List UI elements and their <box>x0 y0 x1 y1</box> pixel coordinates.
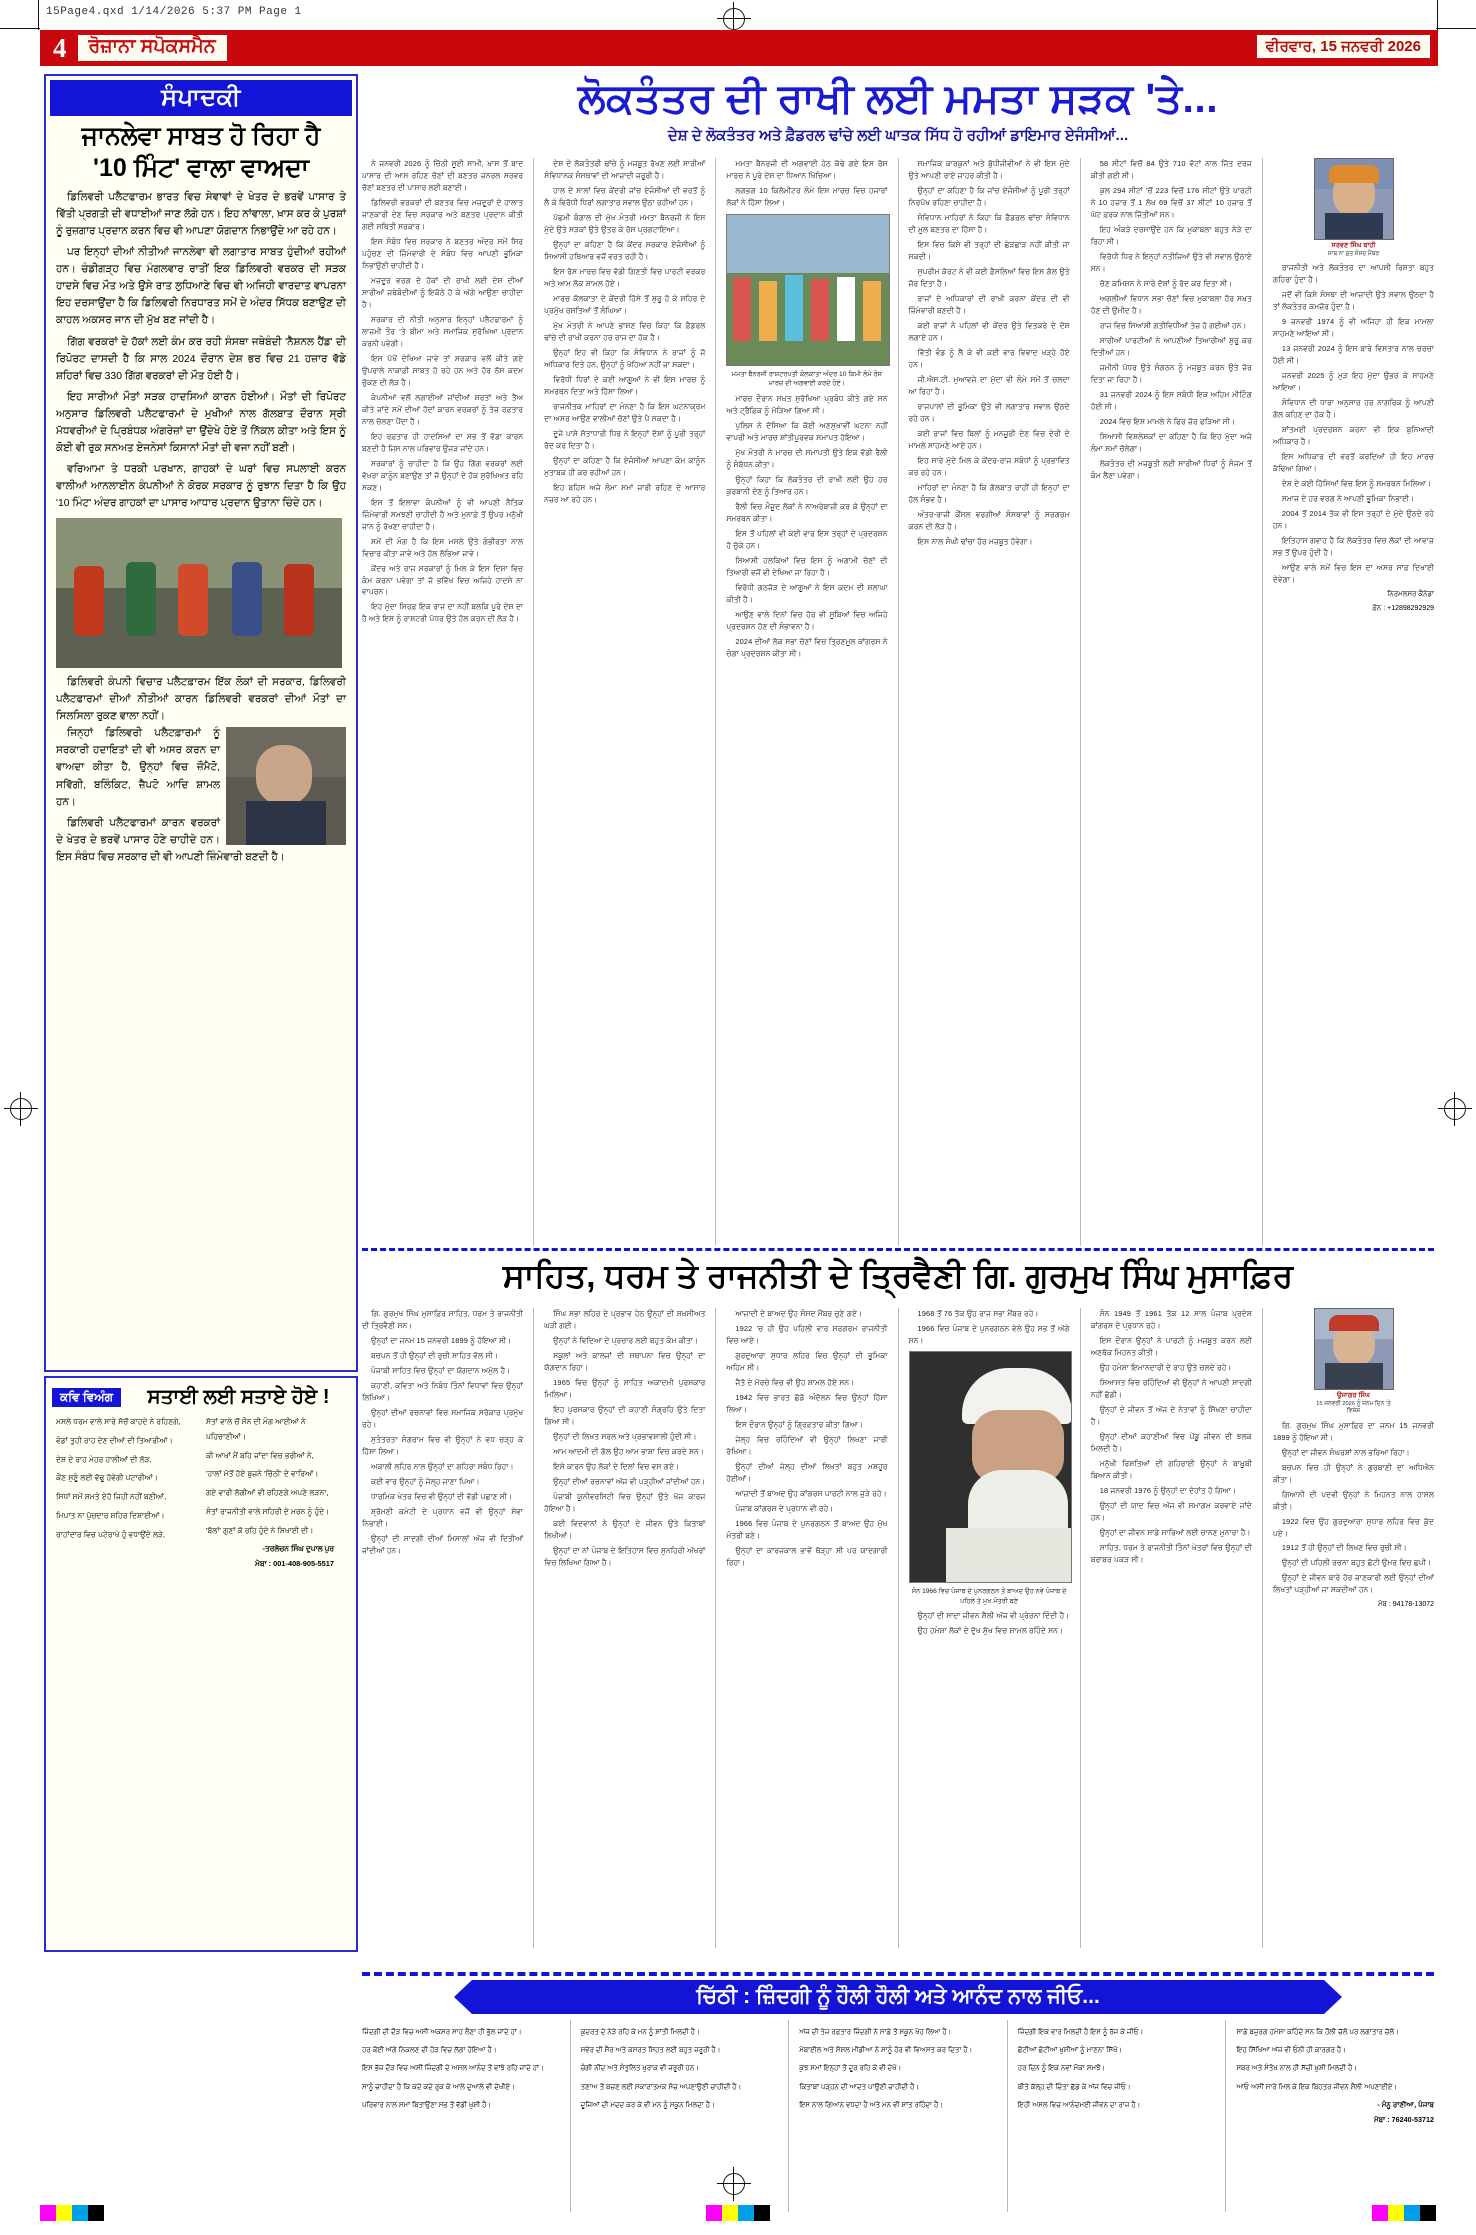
editorial-para-4: ਇਹ ਸਾਰੀਆਂ ਮੌਤਾਂ ਸੜਕ ਹਾਦਸਿਆਂ ਕਾਰਨ ਹੋਈਆਂ। ਮੌਤਾਂ ਦੀ ਰਿਪੋਰਟ ਅਨੁਸਾਰ ਡਿਲਿਵਰੀ ਪਲੈਟਫਾਰਮਾਂ ਦੇ ਮੁਖੀਆਂ ਨਾਲ ਗੱਲਬਾਤ ਦੌਰਾਨ ਸ੍ਰੀ ਮੱਧਵਰੀਆਂ ਦੇ ਪ੍ਰਿਬੰਧਕ ਅੰਗਰੇਜ਼ਾਂ ਦਾ ਉਂਦੇਖੇ ਹੋਏ ਤੋਂ ਨਿੱਕਲ ਕੀਤਾ ਅਤੇ ਇਸ ਨੂੰ ਕੋਈ ਵੀ ਰੁਕ ਸਨਅਤ ਏਜਨੇਸਾਂ ਕਿਸਾਨਾਂ ਮੌਤਾਂ ਦੀ ਵਜਾ ਨਹੀਂ ਬਣੀ। <box>56 391 346 454</box>
contact-phone-musafir: ਮੋਬ : 94178-13072 <box>1377 1601 1435 1609</box>
crop-mark-top-left-v <box>38 0 39 30</box>
poem-line: ਵੰਡਾਂ ਤੁਹੀ ਰਾਹ ਦੇਣ ਦੀਆਂ ਦੀ ਤਿਆਰੀਆਂ। <box>56 1435 173 1445</box>
newspaper-page <box>40 30 1438 2170</box>
main-article-header <box>362 76 1434 146</box>
crop-mark-top-right <box>1436 28 1476 29</box>
author-block-musafir <box>1314 1308 1392 1416</box>
article-column-1: ਨੇ ਜਨਵਰੀ 2026 ਨੂੰ ਚਿੱਠੀ ਸੂਈ ਸਾਮੀ, ਖ਼ਾਸ ਤੋਂ ਬਾਦ ਪਾਸਾਰ ਦੀ ਆਸ ਰਹਿਣ ਚੋਣਾਂ ਦੀ ਬਣਤਰ ਜ਼ਨਰਲ ਸਰਵਰ ਚੋਣਾਂ ਬਣਤਰ ਦੀ ਪਾਸਾਰ ਲਈ ਬਣਾਈ। ਡਿਲਿਵਰੀ ਵਰਕਰਾਂ ਦੀ ਬਣਤਰ ਵਿਚ ਮਜ਼ਦੂਰਾਂ ਦੇ ਹਾਲਾਤ ਜਾਣਕਾਰੀ ਦੇਣ ਵਿਚ ਸਰਕਾਰ ਅਤੇ ਬਣਤਰ ਪ੍ਰਦਾਨ ਕੀਤੀ ਗਈ ਸਥਿਤੀ ਸਰਕਾਰ। ਇਸ ਸੰਬੰਧ ਵਿਚ ਸਰਕਾਰ ਨੇ ਬਣਤਰ ਅੰਦਰ ਸਮੇਂ ਸਿਰ ਪਹੁੰਚਣ ਦੀ ਜ਼ਿੰਮੇਵਾਰੀ ਦੇ ਸੰਬੰਧ ਵਿਚ ਆਪਣੀ ਭੂਮਿਕਾ ਨਿਭਾਉਣੀ ਚਾਹੀਦੀ ਹੈ। ਮਜ਼ਦੂਰ ਵਰਗ ਦੇ ਹੱਕਾਂ ਦੀ ਰਾਖੀ ਲਈ ਦੇਸ਼ ਦੀਆਂ ਸਾਰੀਆਂ ਜਥੇਬੰਦੀਆਂ ਨੂੰ ਇਕੱਠੇ ਹੋ ਕੇ ਅੱਗੇ ਆਉਣਾ ਚਾਹੀਦਾ ਹੈ। ਸਰਕਾਰ ਦੀ ਨੀਤੀ ਅਨੁਸਾਰ ਇਨ੍ਹਾਂ ਪਲੈਟਫਾਰਮਾਂ ਨੂੰ ਲਾਜ਼ਮੀ ਤੌਰ 'ਤੇ ਬੀਮਾ ਅਤੇ ਸਮਾਜਿਕ ਸੁਰੱਖਿਆ ਪ੍ਰਦਾਨ ਕਰਨੀ ਪਵੇਗੀ। ਇਸ ਪੱਖੋਂ ਦੇਖਿਆ ਜਾਵੇ ਤਾਂ ਸਰਕਾਰ ਵਲੋਂ ਕੀਤੇ ਗਏ ਉਪਰਾਲੇ ਨਾਕਾਫ਼ੀ ਸਾਬਤ ਹੋ ਰਹੇ ਹਨ ਅਤੇ ਹੋਰ ਠੋਸ ਕਦਮ ਚੁੱਕਣ ਦੀ ਲੋੜ ਹੈ। ਕੰਪਨੀਆਂ ਵਲੋਂ ਲਗਾਈਆਂ ਜਾਂਦੀਆਂ ਸ਼ਰਤਾਂ ਅਤੇ ਤੈਅ ਕੀਤੇ ਜਾਂਦੇ ਸਮੇਂ ਦੀਆਂ ਹੱਦਾਂ ਕਾਰਨ ਵਰਕਰਾਂ ਨੂੰ ਤੇਜ਼ ਰਫ਼ਤਾਰ ਨਾਲ ਚੱਲਣਾ ਪੈਂਦਾ ਹੈ। ਇਹ ਰਫ਼ਤਾਰ ਹੀ ਹਾਦਸਿਆਂ ਦਾ ਸਭ ਤੋਂ ਵੱਡਾ ਕਾਰਨ ਬਣਦੀ ਹੈ ਜਿਸ ਨਾਲ ਪਰਿਵਾਰ ਉਜੜ ਜਾਂਦੇ ਹਨ। ਸਰਕਾਰਾਂ ਨੂੰ ਚਾਹੀਦਾ ਹੈ ਕਿ ਉਹ ਗਿੱਗ ਵਰਕਰਾਂ ਲਈ ਵੱਖਰਾ ਕਾਨੂੰਨ ਬਣਾਉਣ ਤਾਂ ਜੋ ਉਨ੍ਹਾਂ ਦੇ ਹੱਕ ਸੁਰੱਖਿਅਤ ਰਹਿ ਸਕਣ। ਇਸ ਤੋਂ ਇਲਾਵਾ ਕੰਪਨੀਆਂ ਨੂੰ ਵੀ ਆਪਣੀ ਨੈਤਿਕ ਜ਼ਿੰਮੇਵਾਰੀ ਸਮਝਣੀ ਚਾਹੀਦੀ ਹੈ ਅਤੇ ਮੁਨਾਫ਼ੇ ਤੋਂ ਉਪਰ ਮਨੁੱਖੀ ਜਾਨ ਨੂੰ ਰੱਖਣਾ ਚਾਹੀਦਾ ਹੈ। ਸਮੇਂ ਦੀ ਮੰਗ ਹੈ ਕਿ ਇਸ ਮਸਲੇ ਉਤੇ ਗੰਭੀਰਤਾ ਨਾਲ ਵਿਚਾਰ ਕੀਤਾ ਜਾਵੇ ਅਤੇ ਹੱਲ ਲੱਭਿਆ ਜਾਵੇ। ਕੇਂਦਰ ਅਤੇ ਰਾਜ ਸਰਕਾਰਾਂ ਨੂੰ ਮਿਲ ਕੇ ਇਸ ਦਿਸ਼ਾ ਵਿਚ ਕੰਮ ਕਰਨਾ ਪਵੇਗਾ ਤਾਂ ਜੋ ਭਵਿੱਖ ਵਿਚ ਅਜਿਹੇ ਹਾਦਸੇ ਨਾ ਵਾਪਰਨ। ਇਹ ਮੁੱਦਾ ਸਿਰਫ਼ ਇਕ ਰਾਜ ਦਾ ਨਹੀਂ ਬਲਕਿ ਪੂਰੇ ਦੇਸ਼ ਦਾ ਹੈ ਅਤੇ ਇਸ ਨੂੰ ਰਾਸ਼ਟਰੀ ਪੱਧਰ ਉਤੇ ਹੱਲ ਕਰਨ ਦੀ ਲੋੜ ਹੈ। <box>362 159 524 624</box>
registration-mark-left <box>4 1092 38 1126</box>
poem-column-right <box>206 1415 346 1569</box>
article-column-3: ਮਮਤਾ ਬੈਨਰਜੀ ਦੀ ਅਗਵਾਈ ਹੇਠ ਕੱਢੇ ਗਏ ਇਸ ਰੋਸ ਮਾਰਚ ਨੇ ਪੂਰੇ ਦੇਸ਼ ਦਾ ਧਿਆਨ ਖਿੱਚਿਆ। ਲਗਭਗ 10 ਕਿਲੋਮੀਟਰ ਲੰਮੇ ਇਸ ਮਾਰਚ ਵਿਚ ਹਜ਼ਾਰਾਂ ਲੋਕਾਂ ਨੇ ਹਿੱਸਾ ਲਿਆ। ਮਮਤਾ ਬੈਨਰਜੀ ਰਾਸ਼ਟਰਪਤੀ ਕੋਲਕਾਤਾ ਅੰਦਰ 10 ਕਿਮੀ ਲੰਮੇ ਰੋਸ ਮਾਰਚ ਦੀ ਅਗਵਾਈ ਕਰਦੇ ਹੋਏ। ਮਾਰਚ ਦੌਰਾਨ ਸਖ਼ਤ ਸੁਰੱਖਿਆ ਪ੍ਰਬੰਧ ਕੀਤੇ ਗਏ ਸਨ ਅਤੇ ਟ੍ਰੈਫ਼ਿਕ ਨੂੰ ਮੋੜਿਆ ਗਿਆ ਸੀ। ਪੁਲਿਸ ਨੇ ਦੱਸਿਆ ਕਿ ਕੋਈ ਅਣਸੁਖਾਵੀਂ ਘਟਨਾ ਨਹੀਂ ਵਾਪਰੀ ਅਤੇ ਮਾਰਚ ਸ਼ਾਂਤੀਪੂਰਵਕ ਸਮਾਪਤ ਹੋਇਆ। ਮੁੱਖ ਮੰਤਰੀ ਨੇ ਮਾਰਚ ਦੀ ਸਮਾਪਤੀ ਉਤੇ ਇਕ ਵੱਡੀ ਰੈਲੀ ਨੂੰ ਸੰਬੋਧਨ ਕੀਤਾ। ਉਨ੍ਹਾਂ ਕਿਹਾ ਕਿ ਲੋਕਤੰਤਰ ਦੀ ਰਾਖੀ ਲਈ ਉਹ ਹਰ ਕੁਰਬਾਨੀ ਦੇਣ ਨੂੰ ਤਿਆਰ ਹਨ। ਰੈਲੀ ਵਿਚ ਮੌਜੂਦ ਲੋਕਾਂ ਨੇ ਨਾਅਰੇਬਾਜ਼ੀ ਕਰ ਕੇ ਉਨ੍ਹਾਂ ਦਾ ਸਮਰਥਨ ਕੀਤਾ। ਇਸ ਤੋਂ ਪਹਿਲਾਂ ਵੀ ਕਈ ਵਾਰ ਇਸ ਤਰ੍ਹਾਂ ਦੇ ਪ੍ਰਦਰਸ਼ਨ ਹੋ ਚੁੱਕੇ ਹਨ। ਸਿਆਸੀ ਹਲਕਿਆਂ ਵਿਚ ਇਸ ਨੂੰ ਅਗਾਮੀ ਚੋਣਾਂ ਦੀ ਤਿਆਰੀ ਵਜੋਂ ਵੀ ਦੇਖਿਆ ਜਾ ਰਿਹਾ ਹੈ। ਵਿਰੋਧੀ ਗਠਜੋੜ ਦੇ ਆਗੂਆਂ ਨੇ ਇਸ ਕਦਮ ਦੀ ਸ਼ਲਾਘਾ ਕੀਤੀ ਹੈ। ਆਉਣ ਵਾਲੇ ਦਿਨਾਂ ਵਿਚ ਹੋਰ ਵੀ ਸੂਬਿਆਂ ਵਿਚ ਅਜਿਹੇ ਪ੍ਰਦਰਸ਼ਨ ਹੋਣ ਦੀ ਸੰਭਾਵਨਾ ਹੈ। 2024 ਦੀਆਂ ਲੋਕ ਸਭਾ ਚੋਣਾਂ ਵਿਚ ਤ੍ਰਿਣਮੂਲ ਕਾਂਗਰਸ ਨੇ ਚੰਗਾ ਪ੍ਰਦਰਸ਼ਨ ਕੀਤਾ ਸੀ। <box>726 158 887 1246</box>
poem-phone: ਮੋਬਾ : 001-408-905-5517 <box>255 1558 334 1568</box>
page-number: 4 <box>53 32 67 63</box>
letters-banner <box>472 1980 1324 2014</box>
author-date-musafir: 15 ਜਨਵਰੀ 2026 ਨੂੰ ਜਨਮ ਦਿਨ 'ਤੇ ਵਿਸ਼ੇਸ਼ <box>1316 1400 1391 1415</box>
main-headline: ਲੋਕਤੰਤਰ ਦੀ ਰਾਖੀ ਲਈ ਮਮਤਾ ਸੜਕ 'ਤੇ... <box>577 75 1219 121</box>
musafir-column-5: ਸੰਨ 1949 ਤੋਂ 1961 ਤੱਕ 12 ਸਾਲ ਪੰਜਾਬ ਪ੍ਰਦੇਸ਼ ਕਾਂਗਰਸ ਦੇ ਪ੍ਰਧਾਨ ਰਹੇ। ਇਸ ਦੌਰਾਨ ਉਨ੍ਹਾਂ ਨੇ ਪਾਰਟੀ ਨੂੰ ਮਜ਼ਬੂਤ ਕਰਨ ਲਈ ਅਣਥੱਕ ਮਿਹਨਤ ਕੀਤੀ। ਉਹ ਹਮੇਸ਼ਾ ਇਮਾਨਦਾਰੀ ਦੇ ਰਾਹ ਉਤੇ ਚਲਦੇ ਰਹੇ। ਸਿਆਸਤ ਵਿਚ ਰਹਿੰਦਿਆਂ ਵੀ ਉਨ੍ਹਾਂ ਨੇ ਆਪਣੀ ਸਾਦਗੀ ਨਹੀਂ ਛੱਡੀ। ਉਨ੍ਹਾਂ ਦੇ ਜੀਵਨ ਤੋਂ ਅੱਜ ਦੇ ਨੇਤਾਵਾਂ ਨੂੰ ਸਿੱਖਣਾ ਚਾਹੀਦਾ ਹੈ। ਉਨ੍ਹਾਂ ਦੀਆਂ ਕਹਾਣੀਆਂ ਵਿਚ ਪੇਂਡੂ ਜੀਵਨ ਦੀ ਝਲਕ ਮਿਲਦੀ ਹੈ। ਮਨੁੱਖੀ ਰਿਸ਼ਤਿਆਂ ਦੀ ਗਹਿਰਾਈ ਉਨ੍ਹਾਂ ਨੇ ਬਾਖ਼ੂਬੀ ਬਿਆਨ ਕੀਤੀ। 18 ਜਨਵਰੀ 1976 ਨੂੰ ਉਨ੍ਹਾਂ ਦਾ ਦੇਹਾਂਤ ਹੋ ਗਿਆ। ਉਨ੍ਹਾਂ ਦੀ ਯਾਦ ਵਿਚ ਅੱਜ ਵੀ ਸਮਾਗਮ ਕਰਵਾਏ ਜਾਂਦੇ ਹਨ। ਉਨ੍ਹਾਂ ਦਾ ਜੀਵਨ ਸਾਡੇ ਸਾਰਿਆਂ ਲਈ ਚਾਨਣ ਮੁਨਾਰਾ ਹੈ। ਸਾਹਿਤ, ਧਰਮ ਤੇ ਰਾਜਨੀਤੀ ਤਿੰਨਾਂ ਖੇਤਰਾਂ ਵਿਚ ਉਨ੍ਹਾਂ ਦੀ ਬਰਾਬਰ ਪਕੜ ਸੀ। <box>1090 1309 1252 1564</box>
musafir-column-1: ਗਿ. ਗੁਰਮੁਖ ਸਿੰਘ ਮੁਸਾਫ਼ਿਰ ਸਾਹਿਤ, ਧਰਮ ਤੇ ਰਾਜਨੀਤੀ ਦੀ ਤ੍ਰਿਵੈਣੀ ਸਨ। ਉਨ੍ਹਾਂ ਦਾ ਜਨਮ 15 ਜਨਵਰੀ 1899 ਨੂੰ ਹੋਇਆ ਸੀ। ਬਚਪਨ ਤੋਂ ਹੀ ਉਨ੍ਹਾਂ ਦੀ ਰੁਚੀ ਸਾਹਿਤ ਵੱਲ ਸੀ। ਪੰਜਾਬੀ ਸਾਹਿਤ ਵਿਚ ਉਨ੍ਹਾਂ ਦਾ ਯੋਗਦਾਨ ਅਮੁੱਲ ਹੈ। ਕਹਾਣੀ, ਕਵਿਤਾ ਅਤੇ ਨਿਬੰਧ ਤਿੰਨਾਂ ਵਿਧਾਵਾਂ ਵਿਚ ਉਨ੍ਹਾਂ ਲਿਖਿਆ। ਉਨ੍ਹਾਂ ਦੀਆਂ ਰਚਨਾਵਾਂ ਵਿਚ ਸਮਾਜਿਕ ਸਰੋਕਾਰ ਪ੍ਰਮੁੱਖ ਰਹੇ। ਸੁਤੰਤਰਤਾ ਸੰਗਰਾਮ ਵਿਚ ਵੀ ਉਨ੍ਹਾਂ ਨੇ ਵਧ ਚੜ੍ਹ ਕੇ ਹਿੱਸਾ ਲਿਆ। ਅਕਾਲੀ ਲਹਿਰ ਨਾਲ ਉਨ੍ਹਾਂ ਦਾ ਗਹਿਰਾ ਸਬੰਧ ਰਿਹਾ। ਕਈ ਵਾਰ ਉਨ੍ਹਾਂ ਨੂੰ ਜੇਲ੍ਹ ਜਾਣਾ ਪਿਆ। ਧਾਰਮਿਕ ਖੇਤਰ ਵਿਚ ਵੀ ਉਨ੍ਹਾਂ ਦੀ ਵੱਡੀ ਪਛਾਣ ਸੀ। ਸ਼੍ਰੋਮਣੀ ਕਮੇਟੀ ਦੇ ਪ੍ਰਧਾਨ ਵਜੋਂ ਵੀ ਉਨ੍ਹਾਂ ਸੇਵਾ ਨਿਭਾਈ। ਉਨ੍ਹਾਂ ਦੀ ਸਾਦਗੀ ਦੀਆਂ ਮਿਸਾਲਾਂ ਅੱਜ ਵੀ ਦਿਤੀਆਂ ਜਾਂਦੀਆਂ ਹਨ। <box>362 1309 524 1555</box>
poem-line: ਸੰਤਾਂ ਰਾਜਨੀਤੀ ਵਾਲੇ ਸਹਿਰੀ ਦੇ ਮਰਨ ਨੂੰ ਹੁੰਦੇ। <box>206 1506 330 1516</box>
editorial-headline-line1: ਜਾਨਲੇਵਾ ਸਾਬਤ ਹੋ ਰਿਹਾ ਹੈ <box>81 122 321 150</box>
article-column-5: 58 ਸੀਟਾਂ ਵਿਚੋਂ 84 ਉਤੇ 710 ਵੋਟਾਂ ਨਾਲ ਜਿੱਤ ਦਰਜ ਕੀਤੀ ਗਈ ਸੀ। ਕੁਲ 294 ਸੀਟਾਂ 'ਚੋਂ 223 ਵਿਚੋਂ 176 ਸੀਟਾਂ ਉਤੇ ਪਾਰਟੀ ਨੇ 10 ਹਜ਼ਾਰ ਤੋਂ 1 ਲੱਖ 69 ਵਿਚੋਂ 37 ਸੀਟਾਂ 10 ਹਜ਼ਾਰ ਤੋਂ ਘੱਟ ਫ਼ਰਕ ਨਾਲ ਜਿੱਤੀਆਂ ਸਨ। ਇਹ ਅੰਕੜੇ ਦਰਸਾਉਂਦੇ ਹਨ ਕਿ ਮੁਕਾਬਲਾ ਬਹੁਤ ਨੇੜੇ ਦਾ ਰਿਹਾ ਸੀ। ਵਿਰੋਧੀ ਧਿਰ ਨੇ ਇਨ੍ਹਾਂ ਨਤੀਜਿਆਂ ਉਤੇ ਵੀ ਸਵਾਲ ਉਠਾਏ ਸਨ। ਚੋਣ ਕਮਿਸ਼ਨ ਨੇ ਸਾਰੇ ਦੋਸ਼ਾਂ ਨੂੰ ਰੱਦ ਕਰ ਦਿਤਾ ਸੀ। ਅਗਲੀਆਂ ਵਿਧਾਨ ਸਭਾ ਚੋਣਾਂ ਵਿਚ ਮੁਕਾਬਲਾ ਹੋਰ ਸਖ਼ਤ ਹੋਣ ਦੀ ਉਮੀਦ ਹੈ। ਰਾਜ ਵਿਚ ਸਿਆਸੀ ਗਤੀਵਿਧੀਆਂ ਤੇਜ਼ ਹੋ ਗਈਆਂ ਹਨ। ਸਾਰੀਆਂ ਪਾਰਟੀਆਂ ਨੇ ਆਪਣੀਆਂ ਤਿਆਰੀਆਂ ਸ਼ੁਰੂ ਕਰ ਦਿਤੀਆਂ ਹਨ। ਜ਼ਮੀਨੀ ਪੱਧਰ ਉਤੇ ਸੰਗਠਨ ਨੂੰ ਮਜ਼ਬੂਤ ਕਰਨ ਉਤੇ ਜ਼ੋਰ ਦਿਤਾ ਜਾ ਰਿਹਾ ਹੈ। 31 ਜਨਵਰੀ 2024 ਨੂੰ ਇਸ ਸਬੰਧੀ ਇਕ ਅਹਿਮ ਮੀਟਿੰਗ ਹੋਈ ਸੀ। 2024 ਵਿਚ ਇਸ ਮਾਮਲੇ ਨੇ ਫਿਰ ਜ਼ੋਰ ਫੜਿਆ ਸੀ। ਸਿਆਸੀ ਵਿਸ਼ਲੇਸ਼ਕਾਂ ਦਾ ਕਹਿਣਾ ਹੈ ਕਿ ਇਹ ਮੁੱਦਾ ਅਜੇ ਲੰਮਾ ਸਮਾਂ ਚੱਲੇਗਾ। ਲੋਕਤੰਤਰ ਦੀ ਮਜ਼ਬੂਤੀ ਲਈ ਸਾਰੀਆਂ ਧਿਰਾਂ ਨੂੰ ਸੰਜਮ ਤੋਂ ਕੰਮ ਲੈਣਾ ਪਵੇਗਾ। <box>1090 159 1252 480</box>
poem-line: ਸਿਧਾਂ ਸਮੇਂ ਸ਼ਮਤੇ ਏਹੋ ਜਿਹੀ ਨਹੀਂ ਬਣੀਆਂ, <box>56 1492 167 1502</box>
poem-line: ਮਿਪਾਤ ਨਾ ਪੁੱਚਦਾਰ ਸ਼ਹਿਰ ਦਿਸ਼ਾਈਆਂ। <box>56 1510 165 1520</box>
poem-header <box>52 1386 350 1409</box>
editorial-para-2: ਪਰ ਇਨ੍ਹਾਂ ਦੀਆਂ ਨੀਤੀਆਂ ਜਾਨਲੇਵਾ ਵੀ ਲਗਾਤਾਰ ਸਾਬਤ ਹੁੰਦੀਆਂ ਰਹੀਆਂ ਹਨ। ਚੰਡੀਗੜ੍ਹ ਵਿਚ ਮੰਗਲਵਾਰ ਰਾਤੀਂ ਇਕ ਡਿਲਿਵਰੀ ਵਰਕਰ ਦੀ ਸੜਕ ਹਾਦਸੇ ਵਿਚ ਮੌਤ ਅਤੇ ਉਸੇ ਰਾਤ ਲੁਧਿਆਣੇ ਵਿਚ ਵੀ ਅਜਿਹੀ ਵਾਰਦਾਤ ਵਾਪਰਨਾ ਇਹ ਦਰਸਾਉਂਦਾ ਹੈ ਕਿ ਡਿਲਿਵਰੀ ਨਿਰਧਾਰਤ ਸਮੇਂ ਦੇ ਅੰਦਰ ਸਿੱਧਕ ਬਣਾਉਣ ਦੀ ਕਾਹਲ ਅਕਸਰ ਜਾਨ ਦੀ ਮੁੱਖ ਬਣ ਜਾਂਦੀ ਹੈ। <box>56 247 346 327</box>
editorial-para-5: ਵਰਿਆਮਾ ਤੇ ਧਰਕੀ ਪਰਖਾਨ, ਗਾਹਕਾਂ ਦੇ ਘਰਾਂ ਵਿਚ ਸਪਲਾਈ ਕਰਨ ਵਾਲੀਆਂ ਆਨਲਾਈਨ ਕੰਪਨੀਆਂ ਨੇ ਕੋਰਕ ਸਰਕਾਰ ਨੂੰ ਰੁਝਾਨ ਦਿਤਾ ਹੈ ਕਿ ਉਹ '10 ਮਿੰਟ' ਅੰਦਰ ਗਾਹਕਾਂ ਦਾ ਪਾਸਾਰ ਆਧਾਰ ਪ੍ਰਦਾਨ ਉਤਾਨਾ ਚਿੰਦੇ ਹਨ। <box>56 463 346 510</box>
editorial-photo-portrait <box>226 727 346 845</box>
letters-column-1: ਜ਼ਿੰਦਗੀ ਦੀ ਦੌੜ ਵਿਚ ਅਸੀਂ ਅਕਸਰ ਸਾਹ ਲੈਣਾ ਹੀ ਭੁੱਲ ਜਾਂਦੇ ਹਾਂ। ਹਰ ਕੋਈ ਅੱਗੇ ਨਿਕਲਣ ਦੀ ਹੋੜ ਵਿਚ ਲੱਗਾ ਹੋਇਆ ਹੈ। ਇਸ ਭੱਜ ਦੌੜ ਵਿਚ ਅਸੀਂ ਜ਼ਿੰਦਗੀ ਦੇ ਅਸਲ ਆਨੰਦ ਤੋਂ ਵਾਂਝੇ ਰਹਿ ਜਾਂਦੇ ਹਾਂ। ਸਾਨੂੰ ਚਾਹੀਦਾ ਹੈ ਕਿ ਕਦੇ ਕਦੇ ਰੁਕ ਕੇ ਆਲੇ ਦੁਆਲੇ ਵੀ ਦੇਖੀਏ। ਪਰਿਵਾਰ ਨਾਲ ਸਮਾਂ ਬਿਤਾਉਣਾ ਸਭ ਤੋਂ ਵੱਡੀ ਖ਼ੁਸ਼ੀ ਹੈ। <box>362 2029 544 2109</box>
photo-caption-mamata: ਮਮਤਾ ਬੈਨਰਜੀ ਰਾਸ਼ਟਰਪਤੀ ਕੋਲਕਾਤਾ ਅੰਦਰ 10 ਕਿਮੀ ਲੰਮੇ ਰੋਸ ਮਾਰਚ ਦੀ ਅਗਵਾਈ ਕਰਦੇ ਹੋਏ। <box>731 370 883 388</box>
poem-signature: -ਤਰਲੋਚਨ ਸਿੰਘ ਦੁਪਾਲ ਪੁਰ <box>262 1543 334 1553</box>
masthead-left-group <box>48 33 227 63</box>
crop-mark-top-right-v <box>1437 0 1438 30</box>
letters-dashed-rule <box>362 1972 1434 1976</box>
photo-musafir-portrait <box>909 1351 1072 1583</box>
publication-logo: ਰੋਜ਼ਾਨਾ ਸਪੋਕਸਮੈਨ <box>78 35 227 62</box>
editorial-body <box>56 189 346 866</box>
editorial-box <box>44 74 358 1372</box>
letter-signature: - ਮੰਨੂ ਰਾਣੀਆ, ਪੰਜਾਬ <box>1377 2099 1434 2109</box>
poem-line: 'ਬੋਲਾਂ' ਗੁਣਾਂ ਕੋ ਰਹਿ ਹੁੰਦੇ ਨੇ ਸਿਖਾਈ ਦੀ। <box>206 1525 314 1535</box>
editorial-para-7: ਜਿਨ੍ਹਾਂ ਡਿਲਿਵਰੀ ਪਲੈਟਫ਼ਾਰਮਾਂ ਨੂੰ ਸਰਕਾਰੀ ਹਦਾਇਤਾਂ ਦੀ ਵੀ ਅਸਰ ਕਰਨ ਦਾ ਵਾਅਦਾ ਕੀਤਾ ਹੈ, ਉਨ੍ਹਾਂ ਵਿਚ ਜ਼ੌਮੈਟੋ, ਸਵਿੱਗੀ, ਬਲਿੰਕਿਟ, ਜ਼ੈਪਟੋ ਆਦਿ ਸ਼ਾਮਲ ਹਨ। <box>56 728 220 808</box>
main-subheadline: ਦੇਸ਼ ਦੇ ਲੋਕਤੰਤਰ ਅਤੇ ਫ਼ੈਡਰਲ ਢਾਂਚੇ ਲਈ ਘਾਤਕ ਸਿੱਧ ਹੋ ਰਹੀਆਂ ਡਾਇਮਾਰ ਏਜੰਸੀਆਂ... <box>667 127 1129 145</box>
letters-column-2: ਕੁਦਰਤ ਦੇ ਨੇੜੇ ਰਹਿ ਕੇ ਮਨ ਨੂੰ ਸ਼ਾਂਤੀ ਮਿਲਦੀ ਹੈ। ਸਵੇਰ ਦੀ ਸੈਰ ਅਤੇ ਕਸਰਤ ਸਿਹਤ ਲਈ ਬਹੁਤ ਜ਼ਰੂਰੀ ਹੈ। ਚੰਗੀ ਨੀਂਦ ਅਤੇ ਸੰਤੁਲਿਤ ਖ਼ੁਰਾਕ ਵੀ ਜ਼ਰੂਰੀ ਹਨ। ਤਣਾਅ ਤੋਂ ਬਚਣ ਲਈ ਸਕਾਰਾਤਮਕ ਸੋਚ ਅਪਣਾਉਣੀ ਚਾਹੀਦੀ ਹੈ। ਦੂਜਿਆਂ ਦੀ ਮਦਦ ਕਰ ਕੇ ਵੀ ਮਨ ਨੂੰ ਸਕੂਨ ਮਿਲਦਾ ਹੈ। <box>580 2029 742 2109</box>
author-block-main <box>1314 158 1392 258</box>
poem-box <box>44 1376 358 1952</box>
masthead <box>40 30 1438 66</box>
editorial-headline-line2: '10 ਮਿੰਟ' ਵਾਲਾ ਵਾਅਦਾ <box>93 153 309 182</box>
poem-line: ਕੀ ਆਖਾਂ ਮੈਂ ਬਹਿ ਜਾਂਦਾ ਵਿਚ ਭਰੀਆਂ ਨੇ, <box>206 1450 314 1460</box>
musafir-column-2: ਸਿੰਘ ਸਭਾ ਲਹਿਰ ਦੇ ਪ੍ਰਭਾਵ ਹੇਠ ਉਨ੍ਹਾਂ ਦੀ ਸ਼ਖ਼ਸੀਅਤ ਘੜੀ ਗਈ। ਉਨ੍ਹਾਂ ਨੇ ਵਿਦਿਆ ਦੇ ਪ੍ਰਚਾਰ ਲਈ ਬਹੁਤ ਕੰਮ ਕੀਤਾ। ਸਕੂਲਾਂ ਅਤੇ ਕਾਲਜਾਂ ਦੀ ਸਥਾਪਨਾ ਵਿਚ ਉਨ੍ਹਾਂ ਦਾ ਯੋਗਦਾਨ ਰਿਹਾ। 1965 ਵਿਚ ਉਨ੍ਹਾਂ ਨੂੰ ਸਾਹਿਤ ਅਕਾਦਮੀ ਪੁਰਸਕਾਰ ਮਿਲਿਆ। ਇਹ ਪੁਰਸਕਾਰ ਉਨ੍ਹਾਂ ਦੀ ਕਹਾਣੀ ਸੰਗ੍ਰਹਿ ਉਤੇ ਦਿਤਾ ਗਿਆ ਸੀ। ਉਨ੍ਹਾਂ ਦੀ ਲਿਖਤ ਸਰਲ ਅਤੇ ਪ੍ਰਭਾਵਸ਼ਾਲੀ ਹੁੰਦੀ ਸੀ। ਆਮ ਆਦਮੀ ਦੀ ਗੱਲ ਉਹ ਆਮ ਭਾਸ਼ਾ ਵਿਚ ਕਰਦੇ ਸਨ। ਇਸੇ ਕਾਰਨ ਉਹ ਲੋਕਾਂ ਦੇ ਦਿਲਾਂ ਵਿਚ ਵਸ ਗਏ। ਉਨ੍ਹਾਂ ਦੀਆਂ ਰਚਨਾਵਾਂ ਅੱਜ ਵੀ ਪੜ੍ਹੀਆਂ ਜਾਂਦੀਆਂ ਹਨ। ਪੰਜਾਬੀ ਯੂਨੀਵਰਸਿਟੀ ਵਿਚ ਉਨ੍ਹਾਂ ਉਤੇ ਖੋਜ ਕਾਰਜ ਹੋਇਆ ਹੈ। ਕਈ ਵਿਦਵਾਨਾਂ ਨੇ ਉਨ੍ਹਾਂ ਦੇ ਜੀਵਨ ਉਤੇ ਕਿਤਾਬਾਂ ਲਿਖੀਆਂ। ਉਨ੍ਹਾਂ ਦਾ ਨਾਂ ਪੰਜਾਬ ਦੇ ਇਤਿਹਾਸ ਵਿਚ ਸੁਨਹਿਰੀ ਅੱਖਰਾਂ ਵਿਚ ਲਿਖਿਆ ਗਿਆ ਹੈ। <box>544 1309 706 1567</box>
author-name-main: ਸਰਵਣ ਸਿੰਘ ਬਾਹੀ <box>1331 242 1376 249</box>
letters-banner-title: ਚਿੱਠੀ : ਜ਼ਿੰਦਗੀ ਨੂੰ ਹੌਲੀ ਹੌਲੀ ਅਤੇ ਆਨੰਦ ਨਾਲ ਜੀਓ... <box>696 1985 1100 2008</box>
poem-title: ਸਤਾਈ ਲਈ ਸਤਾਏ ਹੋਏ ! <box>147 1386 330 1408</box>
musafir-article-columns <box>362 1308 1434 1948</box>
author-subtitle-main: ਸਾਬ ਨਾ ਸੁਤ ਸੰਸਦ ਮੈਂਬਰ <box>1327 250 1379 257</box>
poem-tag: ਕਵਿ ਵਿਅੰਗ <box>52 1388 121 1407</box>
letter-phone: ਮੋਬਾ : 76240-53712 <box>1373 2114 1434 2124</box>
article-column-4: ਸਮਾਜਿਕ ਕਾਰਕੁਨਾਂ ਅਤੇ ਬੁੱਧੀਜੀਵੀਆਂ ਨੇ ਵੀ ਇਸ ਮੁੱਦੇ ਉਤੇ ਆਪਣੀ ਰਾਏ ਜ਼ਾਹਰ ਕੀਤੀ ਹੈ। ਉਨ੍ਹਾਂ ਦਾ ਕਹਿਣਾ ਹੈ ਕਿ ਜਾਂਚ ਏਜੰਸੀਆਂ ਨੂੰ ਪੂਰੀ ਤਰ੍ਹਾਂ ਨਿਰਪੱਖ ਰਹਿਣਾ ਚਾਹੀਦਾ ਹੈ। ਸੰਵਿਧਾਨ ਮਾਹਿਰਾਂ ਨੇ ਕਿਹਾ ਕਿ ਫ਼ੈਡਰਲ ਢਾਂਚਾ ਸੰਵਿਧਾਨ ਦੀ ਮੂਲ ਬਣਤਰ ਦਾ ਹਿੱਸਾ ਹੈ। ਇਸ ਵਿਚ ਕਿਸੇ ਵੀ ਤਰ੍ਹਾਂ ਦੀ ਛੇੜਛਾੜ ਨਹੀਂ ਕੀਤੀ ਜਾ ਸਕਦੀ। ਸੁਪਰੀਮ ਕੋਰਟ ਨੇ ਵੀ ਕਈ ਫ਼ੈਸਲਿਆਂ ਵਿਚ ਇਸ ਗੱਲ ਉਤੇ ਜ਼ੋਰ ਦਿਤਾ ਹੈ। ਰਾਜਾਂ ਦੇ ਅਧਿਕਾਰਾਂ ਦੀ ਰਾਖੀ ਕਰਨਾ ਕੇਂਦਰ ਦੀ ਵੀ ਜ਼ਿੰਮੇਵਾਰੀ ਬਣਦੀ ਹੈ। ਕਈ ਰਾਜਾਂ ਨੇ ਪਹਿਲਾਂ ਵੀ ਕੇਂਦਰ ਉਤੇ ਵਿਤਕਰੇ ਦੇ ਦੋਸ਼ ਲਗਾਏ ਹਨ। ਵਿੱਤੀ ਵੰਡ ਨੂੰ ਲੈ ਕੇ ਵੀ ਕਈ ਵਾਰ ਵਿਵਾਦ ਖੜ੍ਹੇ ਹੋਏ ਹਨ। ਜੀ.ਐਸ.ਟੀ. ਮੁਆਵਜ਼ੇ ਦਾ ਮੁੱਦਾ ਵੀ ਲੰਮੇ ਸਮੇਂ ਤੋਂ ਚਲਦਾ ਆ ਰਿਹਾ ਹੈ। ਰਾਜਪਾਲਾਂ ਦੀ ਭੂਮਿਕਾ ਉਤੇ ਵੀ ਲਗਾਤਾਰ ਸਵਾਲ ਉਠਦੇ ਰਹੇ ਹਨ। ਕਈ ਰਾਜਾਂ ਵਿਚ ਬਿਲਾਂ ਨੂੰ ਮਨਜ਼ੂਰੀ ਦੇਣ ਵਿਚ ਦੇਰੀ ਦੇ ਮਾਮਲੇ ਸਾਹਮਣੇ ਆਏ ਹਨ। ਇਹ ਸਾਰੇ ਮੁੱਦੇ ਮਿਲ ਕੇ ਕੇਂਦਰ-ਰਾਜ ਸਬੰਧਾਂ ਨੂੰ ਪ੍ਰਭਾਵਿਤ ਕਰ ਰਹੇ ਹਨ। ਮਾਹਿਰਾਂ ਦਾ ਮੰਨਣਾ ਹੈ ਕਿ ਗੱਲਬਾਤ ਰਾਹੀਂ ਹੀ ਇਨ੍ਹਾਂ ਦਾ ਹੱਲ ਸੰਭਵ ਹੈ। ਅੰਤਰ-ਰਾਜੀ ਕੌਂਸਲ ਵਰਗੀਆਂ ਸੰਸਥਾਵਾਂ ਨੂੰ ਸਰਗਰਮ ਕਰਨ ਦੀ ਲੋੜ ਹੈ। ਇਸ ਨਾਲ ਸੰਘੀ ਢਾਂਚਾ ਹੋਰ ਮਜ਼ਬੂਤ ਹੋਵੇਗਾ। <box>908 159 1070 546</box>
photo-mamata-rally <box>726 214 889 366</box>
letters-banner-wrap <box>362 1972 1434 2014</box>
editorial-para-8: ਡਿਲਿਵਰੀ ਪਲੈਟਫਾਰਮਾਂ ਕਾਰਨ ਵਰਕਰਾਂ ਦੇ ਖੇਤਰ ਦੇ ਭਰਵੇਂ ਪਾਸਾਰ ਹੋਣੇ ਚਾਹੀਦੇ ਹਨ। ਇਸ ਸੰਬੰਧ ਵਿਚ ਸਰਕਾਰ ਦੀ ਵੀ ਆਪਣੀ ਜ਼ਿੰਮੇਵਾਰੀ ਬਣਦੀ ਹੈ। <box>56 817 285 863</box>
poem-column-left <box>56 1415 196 1569</box>
poem-line: ਰਾਹਾਂਦਾਰ ਵਿਚ ਪਟੇਰਾਖੇ ਹੁੰ ਵਧਾਉਂਦੇ ਲੜੇ, <box>56 1529 166 1539</box>
main-article-columns <box>362 158 1434 1246</box>
color-calibration-bars <box>40 2205 1436 2221</box>
print-meta-line: 15Page4.qxd 1/14/2026 5:37 PM Page 1 <box>46 6 302 18</box>
issue-date: ਵੀਰਵਾਰ, 15 ਜਨਵਰੀ 2026 <box>1257 35 1430 58</box>
letters-columns <box>362 2020 1434 2212</box>
editorial-photo-bikers <box>56 518 342 668</box>
musafir-column-6-author-rail: ਉਜਾਗਰ ਸਿੰਘ 15 ਜਨਵਰੀ 2026 ਨੂੰ ਜਨਮ ਦਿਨ 'ਤੇ ਵਿਸ਼ੇਸ਼ ਗਿ. ਗੁਰਮੁਖ ਸਿੰਘ ਮੁਸਾਫ਼ਿਰ ਦਾ ਜਨਮ 15 ਜਨਵਰੀ 1899 ਨੂੰ ਹੋਇਆ ਸੀ। ਉਨ੍ਹਾਂ ਦਾ ਜੀਵਨ ਸੰਘਰਸ਼ਾਂ ਨਾਲ ਭਰਿਆ ਰਿਹਾ। ਬਚਪਨ ਵਿਚ ਹੀ ਉਨ੍ਹਾਂ ਨੇ ਗੁਰਬਾਣੀ ਦਾ ਅਧਿਐਨ ਕੀਤਾ। ਗਿਆਨੀ ਦੀ ਪਦਵੀ ਉਨ੍ਹਾਂ ਨੇ ਮਿਹਨਤ ਨਾਲ ਹਾਸਲ ਕੀਤੀ। 1922 ਵਿਚ ਉਹ ਗੁਰਦੁਆਰਾ ਸੁਧਾਰ ਲਹਿਰ ਵਿਚ ਕੁੱਦ ਪਏ। 1912 ਤੋਂ ਹੀ ਉਨ੍ਹਾਂ ਦੀ ਲਿਖਣ ਵਿਚ ਰੁਚੀ ਸੀ। ਉਨ੍ਹਾਂ ਦੀ ਪਹਿਲੀ ਰਚਨਾ ਬਹੁਤ ਛੋਟੀ ਉਮਰ ਵਿਚ ਛਪੀ। ਉਨ੍ਹਾਂ ਦੇ ਜੀਵਨ ਬਾਰੇ ਹੋਰ ਜਾਣਕਾਰੀ ਲਈ ਉਨ੍ਹਾਂ ਦੀਆਂ ਲਿਖਤਾਂ ਪੜ੍ਹੀਆਂ ਜਾ ਸਕਦੀਆਂ ਹਨ। ਮੋਬ : 94178-13072 <box>1273 1308 1434 1948</box>
editorial-banner-label: ਸੰਪਾਦਕੀ <box>161 84 241 111</box>
author-photo-main <box>1314 158 1394 240</box>
section-divider-1 <box>362 1242 1434 1257</box>
letters-column-3: ਅੱਜ ਦੀ ਤੇਜ਼ ਰਫ਼ਤਾਰ ਜ਼ਿੰਦਗੀ ਨੇ ਸਾਡੇ ਤੋਂ ਸਕੂਨ ਖੋਹ ਲਿਆ ਹੈ। ਮੋਬਾਈਲ ਅਤੇ ਸੋਸ਼ਲ ਮੀਡੀਆ ਨੇ ਸਾਨੂੰ ਹੋਰ ਵੀ ਵਿਅਸਤ ਕਰ ਦਿਤਾ ਹੈ। ਕੁਝ ਸਮਾਂ ਇਨ੍ਹਾਂ ਤੋਂ ਦੂਰ ਰਹਿ ਕੇ ਵੀ ਦੇਖੋ। ਕਿਤਾਬਾਂ ਪੜ੍ਹਨ ਦੀ ਆਦਤ ਪਾਉਣੀ ਚਾਹੀਦੀ ਹੈ। ਇਸ ਨਾਲ ਗਿਆਨ ਵਧਦਾ ਹੈ ਅਤੇ ਮਨ ਵੀ ਸ਼ਾਂਤ ਰਹਿੰਦਾ ਹੈ। <box>799 2029 973 2109</box>
musafir-headline: ਸਾਹਿਤ, ਧਰਮ ਤੇ ਰਾਜਨੀਤੀ ਦੇ ਤ੍ਰਿਵੈਣੀ ਗਿ. ਗੁਰਮੁਖ ਸਿੰਘ ਮੁਸਾਫ਼ਿਰ <box>502 1257 1294 1294</box>
letters-column-4: ਜ਼ਿੰਦਗੀ ਇਕ ਵਾਰ ਮਿਲਦੀ ਹੈ ਇਸ ਨੂੰ ਰੱਜ ਕੇ ਜੀਓ। ਛੋਟੀਆਂ ਛੋਟੀਆਂ ਖ਼ੁਸ਼ੀਆਂ ਨੂੰ ਮਾਣਨਾ ਸਿੱਖੋ। ਹਰ ਦਿਨ ਨੂੰ ਇਕ ਨਵਾਂ ਮੌਕਾ ਸਮਝੋ। ਬੀਤੇ ਕੱਲ੍ਹ ਦੀ ਚਿੰਤਾ ਛੱਡ ਕੇ ਅੱਜ ਵਿਚ ਜੀਓ। ਇਹੀ ਅਸਲ ਵਿਚ ਆਨੰਦਮਈ ਜੀਵਨ ਦਾ ਰਾਜ਼ ਹੈ। <box>1017 2029 1144 2109</box>
author-photo-musafir <box>1314 1308 1394 1390</box>
editorial-para-1: ਡਿਲਿਵਰੀ ਪਲੈਟਫਾਰਮ ਭਾਰਤ ਵਿਚ ਸੇਵਾਵਾਂ ਦੇ ਖੇਤਰ ਦੇ ਭਰਵੇਂ ਪਾਸਾਰ ਤੇ ਵਿੱਤੀ ਪ੍ਰਗਤੀ ਦੀ ਵਧਾਈਆਂ ਜਾਣ ਲੱਗੇ ਹਨ। ਇਹ ਨਾਂਵਾਲਾ, ਖ਼ਾਸ ਕਰ ਕੇ ਪੁਰਸ਼ਾਂ ਨੂੰ ਰੁਜ਼ਗਾਰ ਪ੍ਰਦਾਨ ਕਰਨ ਵਿਚ ਵੀ ਆਪਣਾ ਯੋਗਦਾਨ ਨਿਭਾਉਂਦੇ ਆ ਰਹੇ ਹਨ। <box>56 192 346 238</box>
editorial-para-3: ਗਿੱਗ ਵਰਕਰਾਂ ਦੇ ਹੱਕਾਂ ਲਈ ਕੰਮ ਕਰ ਰਹੀ ਸੰਸਥਾ ਜਥੇਬੰਦੀ 'ਨੈਸ਼ਨਲ ਹੈਂਡ' ਦੀ ਰਿਪੋਰਟ ਦਾਸਦੀ ਹੈ ਕਿ ਸਾਲ 2024 ਦੌਰਾਨ ਦੇਸ਼ ਭਰ ਵਿਚ 21 ਹਜ਼ਾਰ ਵੱਡੇ ਸ਼ਹਿਰਾਂ ਵਿਚ 330 ਗਿੱਗ ਵਰਕਰਾਂ ਦੀ ਮੌਤ ਹੋਈ ਹੈ। <box>56 336 346 382</box>
poem-columns <box>56 1415 346 1569</box>
poem-line: 'ਹਾਲਾਂ ਮੱਤੋਂ ਹੋਏ ਬੁਜ਼ਨੇ 'ਚਿੱਠੀ' ਦੇ ਵਾਰਿਆਂ। <box>206 1469 319 1479</box>
contact-location: ਨਿਰਮਲਸਰ ਕੈਨੇਡਾ <box>1387 590 1435 598</box>
poem-line: ਦੇਸ਼ ਦੇ ਰਾਹ ਮੇਹਰ ਹਾਲੀਆਂ ਦੀ ਲੋੜ, <box>56 1454 152 1464</box>
editorial-para-6: ਡਿਲਿਵਰੀ ਕੰਪਨੀ ਵਿਚਾਰ ਪਲੈਟਫ਼ਾਰਮ ਇੱਕ ਲੋਕਾਂ ਦੀ ਸਰਕਾਰ, ਡਿਲਿਵਰੀ ਪਲੈਟਫਾਰਮਾਂ ਦੀਆਂ ਨੀਤੀਆਂ ਕਾਰਨ ਡਿਲਿਵਰੀ ਵਰਕਰਾਂ ਦੀਆਂ ਮੌਤਾਂ ਦਾ ਸਿਲਸਿਲਾ ਰੁਕਣ ਵਾਲਾ ਨਹੀਂ। <box>56 677 346 723</box>
contact-phone: ਫ਼ੋਨ : +12898292929 <box>1372 605 1435 613</box>
editorial-banner <box>50 80 352 116</box>
poem-line: ਸੱਤਾਂ ਵਾਲੇ ਚੋਂ ਸੌਨ ਦੀ ਮੰਗ ਆਈਆਂ ਨੇ ਪਹਿਚਾਣੀਆਂ। <box>206 1417 306 1441</box>
musafir-column-4: 1968 ਤੋਂ 76 ਤੱਕ ਉਹ ਰਾਜ ਸਭਾ ਮੈਂਬਰ ਰਹੇ। 1966 ਵਿਚ ਪੰਜਾਬ ਦੇ ਪੁਨਰਗਠਨ ਵੇਲੇ ਉਹ ਸਭ ਤੋਂ ਅੱਗੇ ਸਨ। ਸੰਨ 1966 ਵਿਚ ਪੰਜਾਬ ਦੇ ਪੁਨਰਗਠਨ ਤੋਂ ਬਾਅਦ ਉਹ ਨਵੇਂ ਪੰਜਾਬ ਦੇ ਪਹਿਲੇ ਤੇ ਮੁਖ ਮੰਤਰੀ ਬਣੇ ਉਨ੍ਹਾਂ ਦੀ ਸਾਦਾ ਜੀਵਨ ਸ਼ੈਲੀ ਅੱਜ ਵੀ ਪ੍ਰੇਰਨਾ ਦਿੰਦੀ ਹੈ। ਉਹ ਹਮੇਸ਼ਾ ਲੋਕਾਂ ਦੇ ਦੁੱਖ ਸੁੱਖ ਵਿਚ ਸ਼ਾਮਲ ਰਹਿੰਦੇ ਸਨ। <box>909 1308 1070 1948</box>
crop-mark-top-left <box>0 28 40 29</box>
letters-column-5: ਸਾਡੇ ਬਜ਼ੁਰਗ ਹਮੇਸ਼ਾ ਕਹਿੰਦੇ ਸਨ ਕਿ ਹੌਲੀ ਚੱਲੋ ਪਰ ਲਗਾਤਾਰ ਚੱਲੋ। ਇਹ ਸਿੱਖਿਆ ਅੱਜ ਵੀ ਓਨੀ ਹੀ ਕਾਰਗਰ ਹੈ। ਸਬਰ ਅਤੇ ਸੰਤੋਖ ਨਾਲ ਹੀ ਸੱਚੀ ਖ਼ੁਸ਼ੀ ਮਿਲਦੀ ਹੈ। ਆਓ ਅਸੀਂ ਸਾਰੇ ਮਿਲ ਕੇ ਇਕ ਬਿਹਤਰ ਜੀਵਨ ਸ਼ੈਲੀ ਅਪਣਾਈਏ। - ਮੰਨੂ ਰਾਣੀਆ, ਪੰਜਾਬ ਮੋਬਾ : 76240-53712 <box>1236 2029 1434 2124</box>
article-column-6-author-rail: ਸਰਵਣ ਸਿੰਘ ਬਾਹੀ ਸਾਬ ਨਾ ਸੁਤ ਸੰਸਦ ਮੈਂਬਰ ਰਾਜਨੀਤੀ ਅਤੇ ਲੋਕਤੰਤਰ ਦਾ ਆਪਸੀ ਰਿਸ਼ਤਾ ਬਹੁਤ ਗਹਿਰਾ ਹੁੰਦਾ ਹੈ। ਜਦੋਂ ਵੀ ਕਿਸੇ ਸੰਸਥਾ ਦੀ ਆਜ਼ਾਦੀ ਉਤੇ ਸਵਾਲ ਉਠਦਾ ਹੈ ਤਾਂ ਲੋਕਤੰਤਰ ਕਮਜ਼ੋਰ ਹੁੰਦਾ ਹੈ। 9 ਜਨਵਰੀ 1974 ਨੂੰ ਵੀ ਅਜਿਹਾ ਹੀ ਇਕ ਮਾਮਲਾ ਸਾਹਮਣੇ ਆਇਆ ਸੀ। 13 ਜਨਵਰੀ 2024 ਨੂੰ ਇਸ ਬਾਰੇ ਵਿਸਤਾਰ ਨਾਲ ਚਰਚਾ ਹੋਈ ਸੀ। ਜਨਵਰੀ 2025 ਨੂੰ ਮੁੜ ਇਹ ਮੁੱਦਾ ਉਭਰ ਕੇ ਸਾਹਮਣੇ ਆਇਆ। ਸੰਵਿਧਾਨ ਦੀ ਧਾਰਾ ਅਨੁਸਾਰ ਹਰ ਨਾਗਰਿਕ ਨੂੰ ਆਪਣੀ ਗੱਲ ਕਹਿਣ ਦਾ ਹੱਕ ਹੈ। ਸ਼ਾਂਤਮਈ ਪ੍ਰਦਰਸ਼ਨ ਕਰਨਾ ਵੀ ਇਕ ਬੁਨਿਆਦੀ ਅਧਿਕਾਰ ਹੈ। ਇਸ ਅਧਿਕਾਰ ਦੀ ਵਰਤੋਂ ਕਰਦਿਆਂ ਹੀ ਇਹ ਮਾਰਚ ਕੱਢਿਆ ਗਿਆ। ਦੇਸ਼ ਦੇ ਕਈ ਹਿੱਸਿਆਂ ਵਿਚ ਇਸ ਨੂੰ ਸਮਰਥਨ ਮਿਲਿਆ। ਸਮਾਜ ਦੇ ਹਰ ਵਰਗ ਨੇ ਆਪਣੀ ਭੂਮਿਕਾ ਨਿਭਾਈ। 2004 ਤੋਂ 2014 ਤੱਕ ਵੀ ਇਸ ਤਰ੍ਹਾਂ ਦੇ ਮੁੱਦੇ ਉਠਦੇ ਰਹੇ ਹਨ। ਇਤਿਹਾਸ ਗਵਾਹ ਹੈ ਕਿ ਲੋਕਤੰਤਰ ਵਿਚ ਲੋਕਾਂ ਦੀ ਆਵਾਜ਼ ਸਭ ਤੋਂ ਉਪਰ ਹੁੰਦੀ ਹੈ। ਆਉਣ ਵਾਲੇ ਸਮੇਂ ਵਿਚ ਇਸ ਦਾ ਅਸਰ ਸਾਫ਼ ਦਿਖਾਈ ਦੇਵੇਗਾ। ਨਿਰਮਲਸਰ ਕੈਨੇਡਾ ਫ਼ੋਨ : +12898292929 <box>1273 158 1434 1246</box>
poem-line: ਮਸਲੇ ਧਰਮ ਵਾਲੇ ਸਾਰੇ ਸੋਚੋਂ ਕਾਹਦੇ ਨੇ ਰਹਿਣਗੇ, <box>56 1417 181 1426</box>
author-name-musafir: ਉਜਾਗਰ ਸਿੰਘ <box>1336 1392 1370 1399</box>
poem-line: ਕੌਣ ਸੁਣੂੰ ਲਈ ਵੱਢੂ ਹੋਵੇਗੀ ਪਟਾਰੀਆਂ। <box>56 1473 158 1483</box>
poem-line: ਗਏ ਵਾਰੀ ਲੱਗੀਆਂ ਵੀ ਰਹਿਣਗੇ ਅਪਣੇ ਲੜਨਾ, <box>206 1488 329 1498</box>
article-column-2: ਦੇਸ਼ ਦੇ ਲੋਕਤੰਤਰੀ ਢਾਂਚੇ ਨੂੰ ਮਜ਼ਬੂਤ ਰੱਖਣ ਲਈ ਸਾਰੀਆਂ ਸੰਵਿਧਾਨਕ ਸੰਸਥਾਵਾਂ ਦੀ ਆਜ਼ਾਦੀ ਜ਼ਰੂਰੀ ਹੈ। ਹਾਲ ਦੇ ਸਾਲਾਂ ਵਿਚ ਕੇਂਦਰੀ ਜਾਂਚ ਏਜੰਸੀਆਂ ਦੀ ਵਰਤੋਂ ਨੂੰ ਲੈ ਕੇ ਵਿਰੋਧੀ ਧਿਰਾਂ ਲਗਾਤਾਰ ਸਵਾਲ ਉਠਾ ਰਹੀਆਂ ਹਨ। ਪੱਛਮੀ ਬੰਗਾਲ ਦੀ ਮੁੱਖ ਮੰਤਰੀ ਮਮਤਾ ਬੈਨਰਜੀ ਨੇ ਇਸ ਮੁੱਦੇ ਉਤੇ ਸੜਕਾਂ ਉਤੇ ਉਤਰ ਕੇ ਰੋਸ ਪ੍ਰਗਟਾਇਆ। ਉਨ੍ਹਾਂ ਦਾ ਕਹਿਣਾ ਹੈ ਕਿ ਕੇਂਦਰ ਸਰਕਾਰ ਏਜੰਸੀਆਂ ਨੂੰ ਸਿਆਸੀ ਹਥਿਆਰ ਵਜੋਂ ਵਰਤ ਰਹੀ ਹੈ। ਇਸ ਰੋਸ ਮਾਰਚ ਵਿਚ ਵੱਡੀ ਗਿਣਤੀ ਵਿਚ ਪਾਰਟੀ ਵਰਕਰ ਅਤੇ ਆਮ ਲੋਕ ਸ਼ਾਮਲ ਹੋਏ। ਮਾਰਚ ਕੋਲਕਾਤਾ ਦੇ ਕੇਂਦਰੀ ਹਿੱਸੇ ਤੋਂ ਸ਼ੁਰੂ ਹੋ ਕੇ ਸ਼ਹਿਰ ਦੇ ਪ੍ਰਮੁੱਖ ਰਸਤਿਆਂ ਤੋਂ ਲੰਘਿਆ। ਮੁੱਖ ਮੰਤਰੀ ਨੇ ਆਪਣੇ ਭਾਸ਼ਣ ਵਿਚ ਕਿਹਾ ਕਿ ਫ਼ੈਡਰਲ ਢਾਂਚੇ ਦੀ ਰਾਖੀ ਕਰਨਾ ਹਰ ਰਾਜ ਦਾ ਹੱਕ ਹੈ। ਉਨ੍ਹਾਂ ਇਹ ਵੀ ਕਿਹਾ ਕਿ ਸੰਵਿਧਾਨ ਨੇ ਰਾਜਾਂ ਨੂੰ ਜੋ ਅਧਿਕਾਰ ਦਿਤੇ ਹਨ, ਉਨ੍ਹਾਂ ਨੂੰ ਖੋਹਿਆ ਨਹੀਂ ਜਾ ਸਕਦਾ। ਵਿਰੋਧੀ ਧਿਰਾਂ ਦੇ ਕਈ ਆਗੂਆਂ ਨੇ ਵੀ ਇਸ ਮਾਰਚ ਨੂੰ ਸਮਰਥਨ ਦਿਤਾ ਅਤੇ ਹਿੱਸਾ ਲਿਆ। ਰਾਜਨੀਤਕ ਮਾਹਿਰਾਂ ਦਾ ਮੰਨਣਾ ਹੈ ਕਿ ਇਸ ਘਟਨਾਕ੍ਰਮ ਦਾ ਅਸਰ ਆਉਣ ਵਾਲੀਆਂ ਚੋਣਾਂ ਉਤੇ ਪੈ ਸਕਦਾ ਹੈ। ਦੂਜੇ ਪਾਸੇ ਸੱਤਾਧਾਰੀ ਧਿਰ ਨੇ ਇਨ੍ਹਾਂ ਦੋਸ਼ਾਂ ਨੂੰ ਪੂਰੀ ਤਰ੍ਹਾਂ ਰੱਦ ਕਰ ਦਿਤਾ ਹੈ। ਉਨ੍ਹਾਂ ਦਾ ਕਹਿਣਾ ਹੈ ਕਿ ਏਜੰਸੀਆਂ ਆਪਣਾ ਕੰਮ ਕਾਨੂੰਨ ਮੁਤਾਬਕ ਹੀ ਕਰ ਰਹੀਆਂ ਹਨ। ਇਹ ਬਹਿਸ ਅਜੇ ਲੰਮਾ ਸਮਾਂ ਜਾਰੀ ਰਹਿਣ ਦੇ ਆਸਾਰ ਨਜ਼ਰ ਆ ਰਹੇ ਹਨ। <box>544 159 706 504</box>
photo-caption-musafir: ਸੰਨ 1966 ਵਿਚ ਪੰਜਾਬ ਦੇ ਪੁਨਰਗਠਨ ਤੋਂ ਬਾਅਦ ਉਹ ਨਵੇਂ ਪੰਜਾਬ ਦੇ ਪਹਿਲੇ ਤੇ ਮੁਖ ਮੰਤਰੀ ਬਣੇ <box>911 1587 1067 1605</box>
registration-mark-right <box>1438 1092 1472 1126</box>
musafir-column-3: ਆਜ਼ਾਦੀ ਦੇ ਬਾਅਦ ਉਹ ਸੰਸਦ ਮੈਂਬਰ ਚੁਣੇ ਗਏ। 1922 'ਚ ਹੀ ਉਹ ਪਹਿਲੀ ਵਾਰ ਸਰਗਰਮ ਰਾਜਨੀਤੀ ਵਿਚ ਆਏ। ਗੁਰਦੁਆਰਾ ਸੁਧਾਰ ਲਹਿਰ ਵਿਚ ਉਨ੍ਹਾਂ ਦੀ ਭੂਮਿਕਾ ਅਹਿਮ ਸੀ। ਜੈਤੋ ਦੇ ਮੋਰਚੇ ਵਿਚ ਵੀ ਉਹ ਸ਼ਾਮਲ ਹੋਏ ਸਨ। 1942 ਵਿਚ ਭਾਰਤ ਛੱਡੋ ਅੰਦੋਲਨ ਵਿਚ ਉਨ੍ਹਾਂ ਹਿੱਸਾ ਲਿਆ। ਇਸ ਦੌਰਾਨ ਉਨ੍ਹਾਂ ਨੂੰ ਗ੍ਰਿਫ਼ਤਾਰ ਕੀਤਾ ਗਿਆ। ਜੇਲ੍ਹ ਵਿਚ ਰਹਿੰਦਿਆਂ ਵੀ ਉਨ੍ਹਾਂ ਲਿਖਣਾ ਜਾਰੀ ਰੱਖਿਆ। ਉਨ੍ਹਾਂ ਦੀਆਂ ਜੇਲ੍ਹ ਦੀਆਂ ਲਿਖਤਾਂ ਬਹੁਤ ਮਸ਼ਹੂਰ ਹੋਈਆਂ। ਆਜ਼ਾਦੀ ਤੋਂ ਬਾਅਦ ਉਹ ਕਾਂਗਰਸ ਪਾਰਟੀ ਨਾਲ ਜੁੜੇ ਰਹੇ। ਪੰਜਾਬ ਕਾਂਗਰਸ ਦੇ ਪ੍ਰਧਾਨ ਵੀ ਰਹੇ। 1966 ਵਿਚ ਪੰਜਾਬ ਦੇ ਪੁਨਰਗਠਨ ਤੋਂ ਬਾਅਦ ਉਹ ਮੁੱਖ ਮੰਤਰੀ ਬਣੇ। ਉਨ੍ਹਾਂ ਦਾ ਕਾਰਜਕਾਲ ਭਾਵੇਂ ਥੋੜ੍ਹਾ ਸੀ ਪਰ ਯਾਦਗਾਰੀ ਰਿਹਾ। <box>726 1309 888 1567</box>
